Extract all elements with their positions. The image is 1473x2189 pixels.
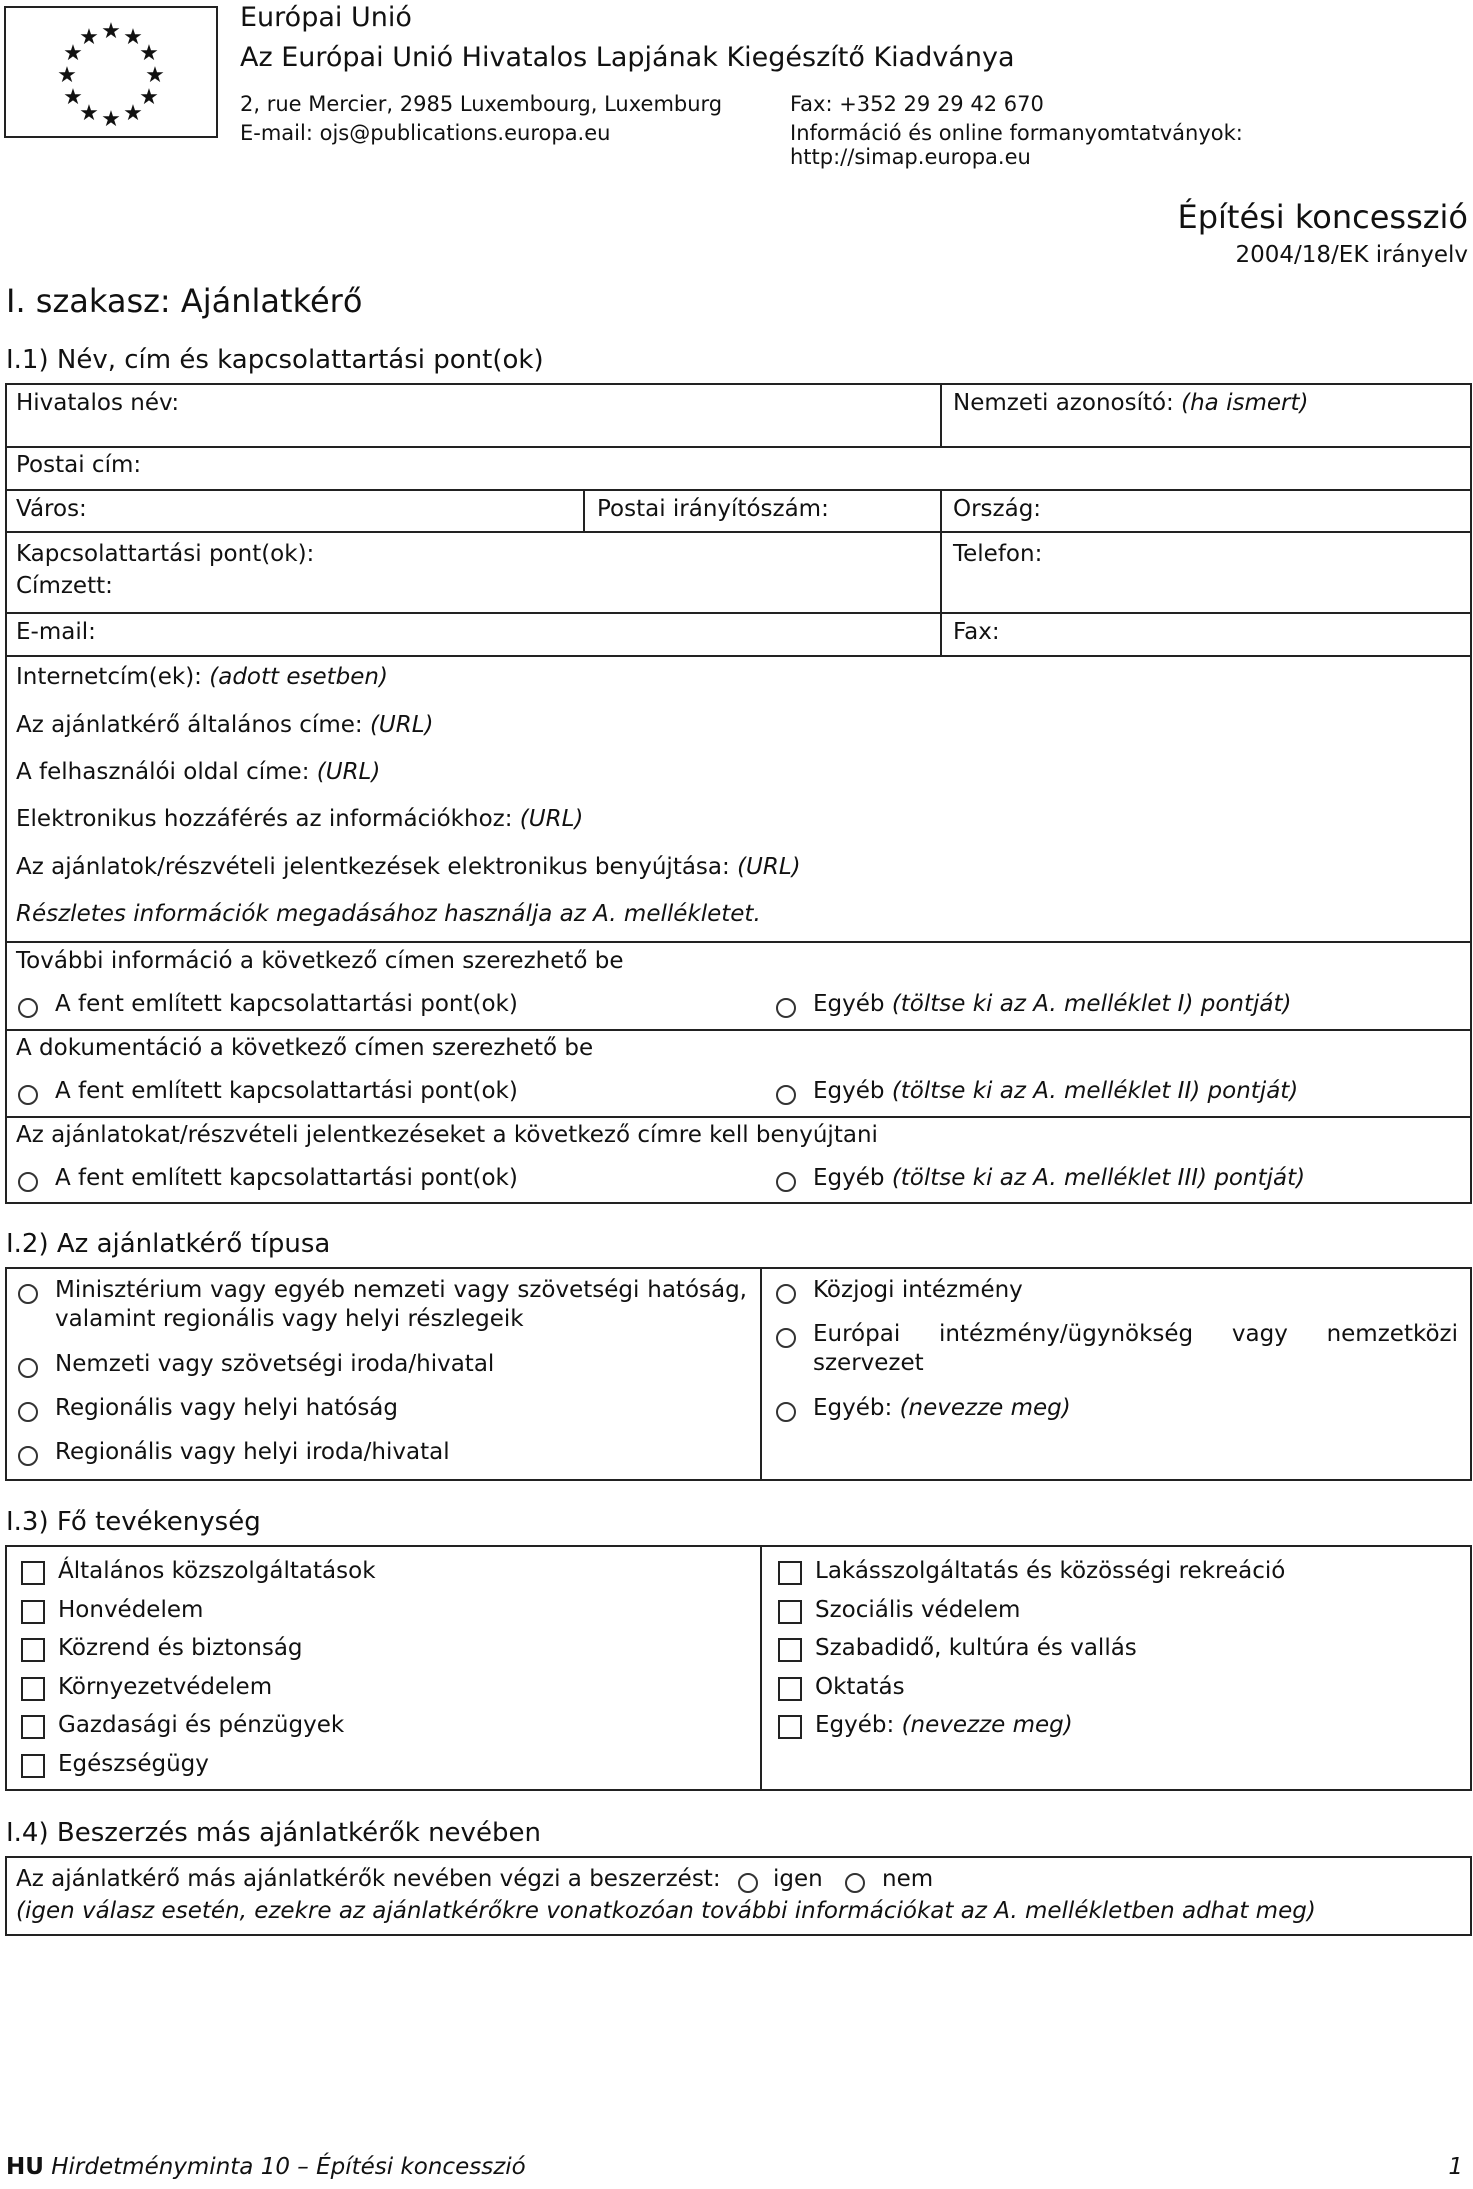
footer-form: HU Hirdetményminta 10 – Építési koncesszió	[6, 2154, 526, 2180]
divider	[5, 531, 1472, 533]
attention-label: Címzett:	[16, 573, 113, 599]
national-agency-label: Nemzeti vagy szövetségi iroda/hivatal	[55, 1351, 495, 1377]
activity-health-label: Egészségügy	[58, 1751, 209, 1777]
documentation-above-radio[interactable]	[18, 1085, 38, 1105]
further-info-other-label: Egyéb (töltse ki az A. melléklet I) pontját)	[813, 991, 1292, 1017]
svg-text:★: ★	[79, 25, 99, 50]
activity-education-label: Oktatás	[815, 1674, 905, 1700]
s4-no-label: nem	[882, 1866, 934, 1892]
fax-label: Fax:	[953, 619, 1000, 645]
divider	[5, 612, 1472, 614]
country-label: Ország:	[953, 496, 1042, 522]
electronic-access-label: Elektronikus hozzáférés az információkhoz: (URL)	[16, 806, 584, 832]
s4-no-radio[interactable]	[845, 1873, 865, 1893]
national-agency-radio[interactable]	[18, 1358, 38, 1378]
documentation-other-radio[interactable]	[776, 1085, 796, 1105]
divider	[5, 655, 1472, 657]
svg-text:★: ★	[139, 85, 159, 110]
documentation-label: A dokumentáció a következő címen szerezhető be	[16, 1035, 594, 1061]
ministry-radio[interactable]	[18, 1284, 38, 1304]
activity-health-checkbox[interactable]	[21, 1754, 45, 1778]
s4-question: Az ajánlatkérő más ajánlatkérők nevében végzi a beszerzést:	[16, 1866, 721, 1892]
divider	[5, 1029, 1472, 1031]
official-name-label: Hivatalos név:	[16, 390, 180, 416]
s4-yes-label: igen	[773, 1866, 823, 1892]
telephone-label: Telefon:	[953, 541, 1043, 567]
s4-yes-radio[interactable]	[738, 1873, 758, 1893]
city-label: Város:	[16, 496, 87, 522]
internet-label: Internetcím(ek): (adott esetben)	[16, 664, 388, 690]
regional-authority-radio[interactable]	[18, 1402, 38, 1422]
submission-other-label: Egyéb (töltse ki az A. melléklet III) pontját)	[813, 1165, 1306, 1191]
further-info-label: További információ a következő címen szerezhető be	[16, 948, 624, 974]
doc-directive: 2004/18/EK irányelv	[1235, 242, 1468, 268]
submission-label: Az ajánlatokat/részvételi jelentkezéseket a következő címre kell benyújtani	[16, 1122, 878, 1148]
footer-page-number: 1	[1448, 2154, 1463, 2180]
eu-institution-radio[interactable]	[776, 1328, 796, 1348]
activity-environment-checkbox[interactable]	[21, 1677, 45, 1701]
header-org: Európai Unió	[240, 2, 412, 33]
eu-stars-icon	[6, 8, 216, 136]
divider	[5, 1116, 1472, 1118]
general-address-label: Az ajánlatkérő általános címe: (URL)	[16, 712, 434, 738]
activity-environment-label: Környezetvédelem	[58, 1674, 273, 1700]
activity-public-order-label: Közrend és biztonság	[58, 1635, 303, 1661]
annex-note: Részletes információk megadásához használja az A. mellékletet.	[16, 901, 761, 927]
svg-text:★: ★	[63, 85, 83, 110]
eu-institution-label: Európai intézmény/ügynökség vagy nemzetközi szervezet	[813, 1321, 1458, 1377]
electronic-submission-label: Az ajánlatok/részvételi jelentkezések elektronikus benyújtása: (URL)	[16, 854, 801, 880]
activity-general-label: Általános közszolgáltatások	[58, 1558, 376, 1584]
national-id-label: Nemzeti azonosító: (ha ismert)	[953, 390, 1309, 416]
svg-text:★: ★	[145, 63, 165, 88]
submission-above-label: A fent említett kapcsolattartási pont(ok)	[55, 1165, 518, 1191]
s2-other-label: Egyéb: (nevezze meg)	[813, 1395, 1071, 1421]
documentation-above-label: A fent említett kapcsolattartási pont(ok)	[55, 1078, 518, 1104]
header-publication: Az Európai Unió Hivatalos Lapjának Kiegészítő Kiadványa	[240, 42, 1015, 73]
header-address: 2, rue Mercier, 2985 Luxembourg, Luxemburg	[240, 92, 723, 116]
public-law-body-radio[interactable]	[776, 1284, 796, 1304]
activity-defence-label: Honvédelem	[58, 1597, 204, 1623]
submission-other-radio[interactable]	[776, 1172, 796, 1192]
divider	[5, 446, 1472, 448]
regional-agency-label: Regionális vagy helyi iroda/hivatal	[55, 1439, 450, 1465]
s2-title: I.2) Az ajánlatkérő típusa	[6, 1229, 331, 1259]
divider	[5, 489, 1472, 491]
postal-code-label: Postai irányítószám:	[597, 496, 829, 522]
activity-economic-label: Gazdasági és pénzügyek	[58, 1712, 345, 1738]
activity-education-checkbox[interactable]	[778, 1677, 802, 1701]
regional-agency-radio[interactable]	[18, 1446, 38, 1466]
further-info-above-radio[interactable]	[18, 998, 38, 1018]
email-label: E-mail:	[16, 619, 96, 645]
activity-recreation-checkbox[interactable]	[778, 1638, 802, 1662]
divider	[940, 489, 942, 655]
header-fax: Fax: +352 29 29 42 670	[790, 92, 1044, 116]
section-title: I. szakasz: Ajánlatkérő	[6, 282, 363, 320]
buyer-profile-label: A felhasználói oldal címe: (URL)	[16, 759, 381, 785]
svg-text:★: ★	[63, 41, 83, 66]
s1-title: I.1) Név, cím és kapcsolattartási pont(ok)	[6, 345, 544, 375]
svg-text:★: ★	[57, 63, 77, 88]
further-info-other-radio[interactable]	[776, 998, 796, 1018]
s4-note: (igen válasz esetén, ezekre az ajánlatkérőkre vonatkozóan további információkat az A. mellékletben adhat meg)	[16, 1898, 1316, 1924]
s2-other-radio[interactable]	[776, 1402, 796, 1422]
svg-text:★: ★	[139, 41, 159, 66]
ministry-label: Minisztérium vagy egyéb nemzeti vagy szövetségi hatóság, valamint regionális vagy helyi részlegeik	[55, 1277, 747, 1333]
documentation-other-label: Egyéb (töltse ki az A. melléklet II) pontját)	[813, 1078, 1299, 1104]
activity-other-checkbox[interactable]	[778, 1715, 802, 1739]
activity-economic-checkbox[interactable]	[21, 1715, 45, 1739]
public-law-body-label: Közjogi intézmény	[813, 1277, 1023, 1303]
further-info-above-label: A fent említett kapcsolattartási pont(ok)	[55, 991, 518, 1017]
doc-title: Építési koncesszió	[1177, 198, 1468, 236]
divider	[583, 489, 585, 531]
activity-general-checkbox[interactable]	[21, 1561, 45, 1585]
activity-public-order-checkbox[interactable]	[21, 1638, 45, 1662]
activity-social-label: Szociális védelem	[815, 1597, 1021, 1623]
eu-flag-logo	[4, 6, 218, 138]
svg-text:★: ★	[101, 19, 121, 44]
header-email: E-mail: ojs@publications.europa.eu	[240, 121, 611, 145]
s4-title: I.4) Beszerzés más ajánlatkérők nevében	[6, 1818, 541, 1848]
postal-address-label: Postai cím:	[16, 452, 142, 478]
divider	[5, 941, 1472, 943]
submission-above-radio[interactable]	[18, 1172, 38, 1192]
header-info: Információ és online formanyomtatványok: http://simap.europa.eu	[790, 121, 1243, 169]
svg-text:★: ★	[79, 101, 99, 126]
activity-housing-checkbox[interactable]	[778, 1561, 802, 1585]
divider	[760, 1545, 762, 1791]
activity-defence-checkbox[interactable]	[21, 1600, 45, 1624]
s3-title: I.3) Fő tevékenység	[6, 1507, 261, 1537]
activity-recreation-label: Szabadidő, kultúra és vallás	[815, 1635, 1137, 1661]
activity-other-label: Egyéb: (nevezze meg)	[815, 1712, 1073, 1738]
contact-points-label: Kapcsolattartási pont(ok):	[16, 541, 315, 567]
activity-social-checkbox[interactable]	[778, 1600, 802, 1624]
svg-text:★: ★	[123, 25, 143, 50]
svg-text:★: ★	[101, 107, 121, 132]
divider	[760, 1267, 762, 1481]
activity-housing-label: Lakásszolgáltatás és közösségi rekreáció	[815, 1558, 1286, 1584]
divider	[940, 383, 942, 446]
svg-text:★: ★	[123, 101, 143, 126]
regional-authority-label: Regionális vagy helyi hatóság	[55, 1395, 399, 1421]
